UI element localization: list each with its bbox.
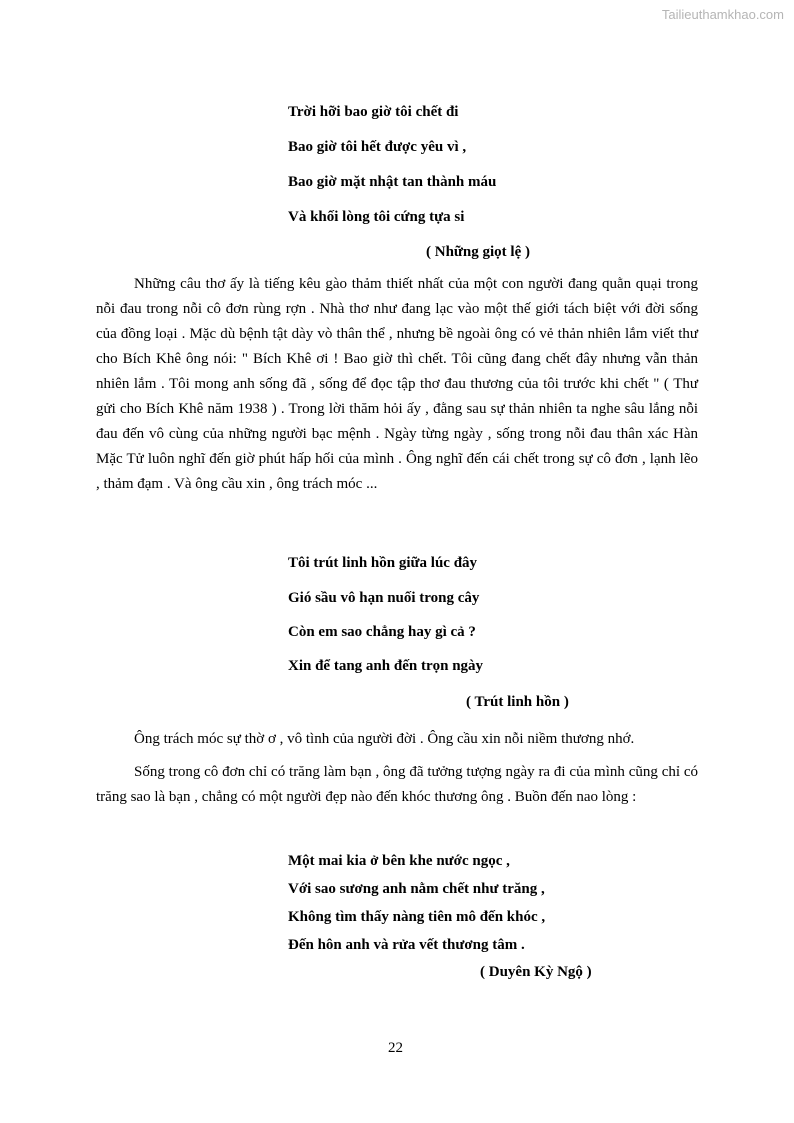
poem3-source: ( Duyên Kỳ Ngộ ) [480,964,592,980]
poem1-source: ( Những giọt lệ ) [426,244,530,260]
poem2-source: ( Trút linh hồn ) [466,694,569,710]
poem1-line-3: Bao giờ mặt nhật tan thành máu [288,174,497,190]
poem2-line-1: Tôi trút linh hồn giữa lúc đây [288,555,478,571]
poem3-line-1: Một mai kia ở bên khe nước ngọc , [288,853,510,869]
poem3-line-3: Không tìm thấy nàng tiên mô đến khóc , [288,909,546,925]
poem1-line-2: Bao giờ tôi hết được yêu vì , [288,139,467,155]
page-number: 22 [388,1040,403,1056]
poem1-line-1: Trời hỡi bao giờ tôi chết đi [288,104,459,120]
poem3-line-2: Với sao sương anh nằm chết như trăng , [288,881,545,897]
poem2-line-3: Còn em sao chẳng hay gì cả ? [288,624,476,640]
body-paragraph-3: Sống trong cô đơn chỉ có trăng làm bạn , ông đã tưởng tượng ngày ra đi của mình cũng chỉ có trăng sao là bạn , chẳng có một người đẹp nào đến khóc thương ông . Buồn đến nao lòng : [96,764,698,805]
poem2-line-4: Xin để tang anh đến trọn ngày [288,658,484,674]
poem1-line-4: Và khối lòng tôi cứng tựa si [288,209,465,225]
body-paragraph-1: Những câu thơ ấy là tiếng kêu gào thảm thiết nhất của một con người đang quằn quại trong nỗi đau trong nỗi cô đơn rùng rợn . Nhà thơ như đang lạc vào một thế giới tách biệt với đời sống của đồng loại . Mặc dù bệnh tật dày vò thân thể , nhưng bề ngoài ông có vẻ thản nhiên lắm viết thư cho Bích Khê ông nói: " Bích Khê ơi ! Bao giờ thì chết. Tôi cũng đang chết đây nhưng vẫn thản nhiên lắm . Tôi mong anh sống đã , sống để đọc tập thơ đau thương của tôi trước khi chết " ( Thư gửi cho Bích Khê năm 1938 ) . Trong lời thăm hỏi ấy , đằng sau sự thản nhiên ta nghe sâu lắng nỗi đau đến vô cùng của những người bạc mệnh . Ngày từng ngày , sống trong nỗi đau thân xác Hàn Mặc Tử luôn nghĩ đến giờ phút hấp hối của mình . Ông nghĩ đến cái chết trong sự cô đơn , lạnh lẽo , thảm đạm . Và ông cầu xin , ông trách móc ... [96,276,698,492]
poem3-line-4: Đến hôn anh và rửa vết thương tâm . [288,937,525,953]
watermark: Tailieuthamkhao.com [661,7,784,22]
body-paragraph-2: Ông trách móc sự thờ ơ , vô tình của người đời . Ông cầu xin nỗi niềm thương nhớ. [134,731,635,747]
poem2-line-2: Gió sầu vô hạn nuối trong cây [288,590,480,606]
